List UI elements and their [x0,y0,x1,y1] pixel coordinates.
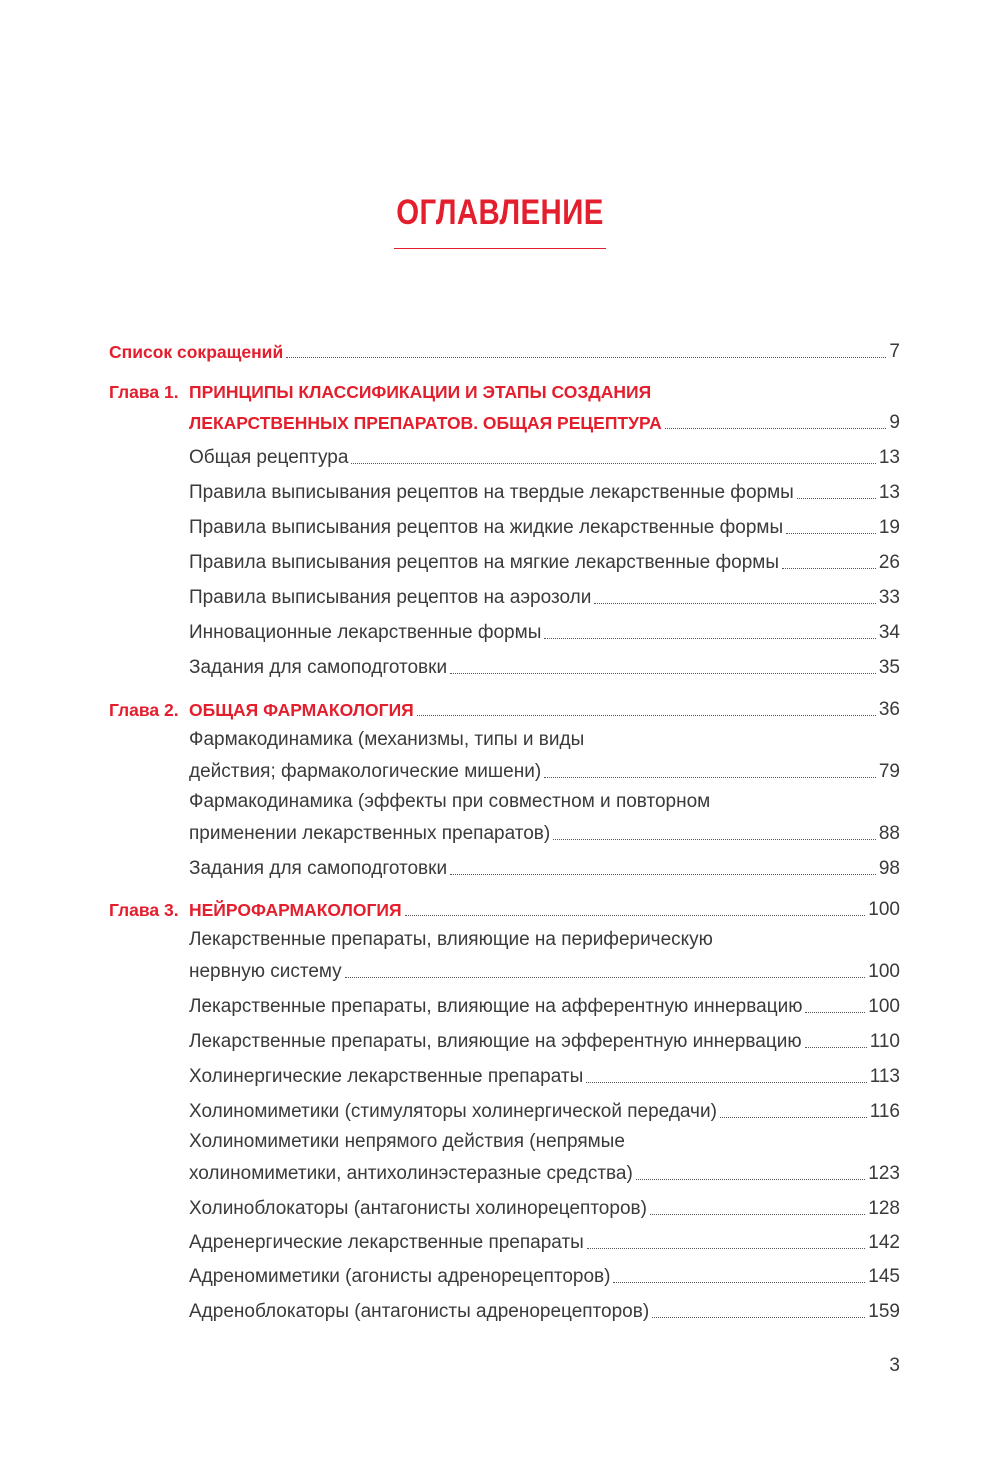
dot-leader [805,1012,865,1013]
dot-leader [544,638,876,639]
dot-leader [720,1117,867,1118]
toc-entry-title [189,1164,633,1184]
toc-chapter[interactable] [109,898,900,920]
toc-entry-title [189,824,550,844]
toc-entry-text: нервную систему [189,961,342,982]
toc-section[interactable] [109,656,900,678]
toc-entry-text: Правила выписывания рецептов на жидкие лекарственные формы [189,517,784,538]
toc-entry-text: действия; фармакологические мишени) [189,761,542,782]
toc-page-number: 100 [868,961,900,982]
toc-section[interactable] [109,516,900,538]
toc-entry-text: Задания для самоподготовки [189,858,448,879]
toc-page-number: 145 [868,1266,900,1287]
chapter-prefix: Глава 2. [109,700,179,720]
toc-page-number: 26 [878,552,900,573]
toc-entry-text: Правила выписывания рецептов на твердые лекарственные формы [189,482,794,503]
toc-entry-title [189,1067,583,1087]
dot-leader [417,715,876,716]
dot-leader [636,1179,865,1180]
toc-entry-text: Холинергические лекарственные препараты [189,1066,584,1087]
toc-entry-title [189,483,794,503]
dot-leader [450,874,876,875]
toc-entry-title [189,962,342,982]
toc-entry-text: Лекарственные препараты, влияющие на эфферентную иннервацию [189,1031,802,1052]
dot-leader [594,603,876,604]
toc-section[interactable] [109,728,900,782]
toc-entry-text: Общая рецептура [189,447,349,468]
toc-section[interactable] [109,1197,900,1219]
dot-leader [586,1082,866,1083]
title-underline [394,248,606,249]
toc-section[interactable] [109,857,900,879]
toc-section[interactable] [109,1300,900,1322]
toc-entry-title [189,658,447,678]
toc-page-number: 35 [878,657,900,678]
toc-entry-text: Лекарственные препараты, влияющие на периферическую [189,929,713,950]
toc-section[interactable] [109,1130,900,1184]
toc-entry-title [189,859,447,879]
toc-page-number: 110 [869,1031,900,1052]
toc-entry-title [189,1102,717,1122]
dot-leader [782,568,876,569]
toc-section[interactable] [109,551,900,573]
toc-entry-title [189,553,779,573]
toc-page-number: 36 [878,699,900,720]
toc-entry-title [109,382,651,402]
toc-entry-title [189,448,348,468]
toc-section[interactable] [109,928,900,982]
toc-page-number: 13 [878,447,900,468]
toc-section[interactable] [109,1100,900,1122]
toc-page-number: 13 [878,482,900,503]
toc-entry-title [109,342,283,362]
toc-entry-text: Задания для самоподготовки [189,657,448,678]
toc-entry-text: Лекарственные препараты, влияющие на афферентную иннервацию [189,996,803,1017]
dot-leader [786,533,876,534]
dot-leader [405,915,866,916]
toc-section[interactable] [109,621,900,643]
toc-section[interactable] [109,790,900,844]
toc-page-number: 7 [889,341,900,362]
toc-entry-title [189,623,541,643]
toc-entry-title [189,762,541,782]
toc-entry-text: применении лекарственных препаратов) [189,823,551,844]
toc-page-number: 123 [868,1163,900,1184]
toc-section[interactable] [109,1265,900,1287]
toc-page-number: 142 [868,1232,900,1253]
dot-leader [587,1248,865,1249]
toc-entry-text: Холиномиметики (стимуляторы холинергической передачи) [189,1101,717,1122]
chapter-prefix: Глава 1. [109,382,179,402]
toc-section[interactable] [109,481,900,503]
toc-entry-text: Холиномиметики непрямого действия (непрямые [189,1131,625,1152]
toc-page-number: 19 [878,517,900,538]
dot-leader [351,463,875,464]
toc-entry-title [189,588,591,608]
toc-section[interactable] [109,995,900,1017]
toc-entry-text: Правила выписывания рецептов на мягкие лекарственные формы [189,552,779,573]
toc-entry-title [189,1132,625,1152]
toc-entry-title [189,1199,647,1219]
toc-entry-text: НЕЙРОФАРМАКОЛОГИЯ [189,900,402,920]
dot-leader [797,498,876,499]
chapter-prefix: Глава 3. [109,900,179,920]
toc-entry-title [109,900,402,920]
dot-leader [450,673,876,674]
toc-entry-text: Адреномиметики (агонисты адренорецепторов) [189,1266,611,1287]
toc-entry-text: Фармакодинамика (механизмы, типы и виды [189,729,585,750]
dot-leader [650,1214,865,1215]
toc-page-number: 113 [869,1066,900,1087]
toc-entry-text: ОБЩАЯ ФАРМАКОЛОГИЯ [189,700,414,720]
toc-page-number: 100 [868,996,900,1017]
toc-entry-title [189,1302,649,1322]
page-title: ОГЛАВЛЕНИЕ [396,193,604,232]
dot-leader [286,357,886,358]
toc-entry-title [189,997,802,1017]
toc-section[interactable] [109,1231,900,1253]
toc-page-number: 98 [878,858,900,879]
dot-leader [613,1282,865,1283]
toc-entry-title [189,930,713,950]
dot-leader [665,428,887,429]
dot-leader [345,977,866,978]
toc-entry-text: Холиноблокаторы (антагонисты холинорецепторов) [189,1198,647,1219]
toc-section[interactable] [109,1065,900,1087]
toc-entry-title [189,1267,610,1287]
toc-page-number: 34 [878,622,900,643]
dot-leader [553,839,876,840]
toc-entry-title [189,1233,584,1253]
dot-leader [544,777,876,778]
toc-entry-text: Инновационные лекарственные формы [189,622,542,643]
toc-entry-text: Адренергические лекарственные препараты [189,1232,584,1253]
toc-entry-text: ПРИНЦИПЫ КЛАССИФИКАЦИИ И ЭТАПЫ СОЗДАНИЯ [189,382,652,402]
page-number: 3 [889,1355,900,1376]
toc-entry-text: Адреноблокаторы (антагонисты адренорецепторов) [189,1301,650,1322]
toc-section[interactable] [109,1030,900,1052]
toc-entry-text: ЛЕКАРСТВЕННЫХ ПРЕПАРАТОВ. ОБЩАЯ РЕЦЕПТУРА [189,413,662,433]
toc-page-number: 33 [878,587,900,608]
toc-page-number: 128 [868,1198,900,1219]
toc-entry-title [189,1032,802,1052]
toc-entry-text: холиномиметики, антихолинэстеразные средства) [189,1163,633,1184]
toc-entry-title [109,413,662,433]
dot-leader [805,1047,867,1048]
toc-section[interactable] [109,586,900,608]
toc-page-number: 116 [869,1101,900,1122]
toc-entry-text: Фармакодинамика (эффекты при совместном и повторном [189,791,711,812]
dot-leader [652,1317,865,1318]
toc-entry-title [189,730,584,750]
toc-chapter[interactable] [109,340,900,362]
toc-section[interactable] [109,446,900,468]
toc-page-number: 9 [889,412,900,433]
toc-entry-title [189,518,783,538]
toc-entry-text: Список сокращений [109,342,284,362]
toc-entry-title [109,700,414,720]
toc-page-number: 79 [878,761,900,782]
toc-page-number: 159 [868,1301,900,1322]
toc-chapter[interactable] [109,380,900,433]
toc-entry-title [189,792,710,812]
toc-chapter[interactable] [109,698,900,720]
toc-entry-text: Правила выписывания рецептов на аэрозоли [189,587,592,608]
toc-page-number: 88 [878,823,900,844]
toc-page-number: 100 [868,899,900,920]
